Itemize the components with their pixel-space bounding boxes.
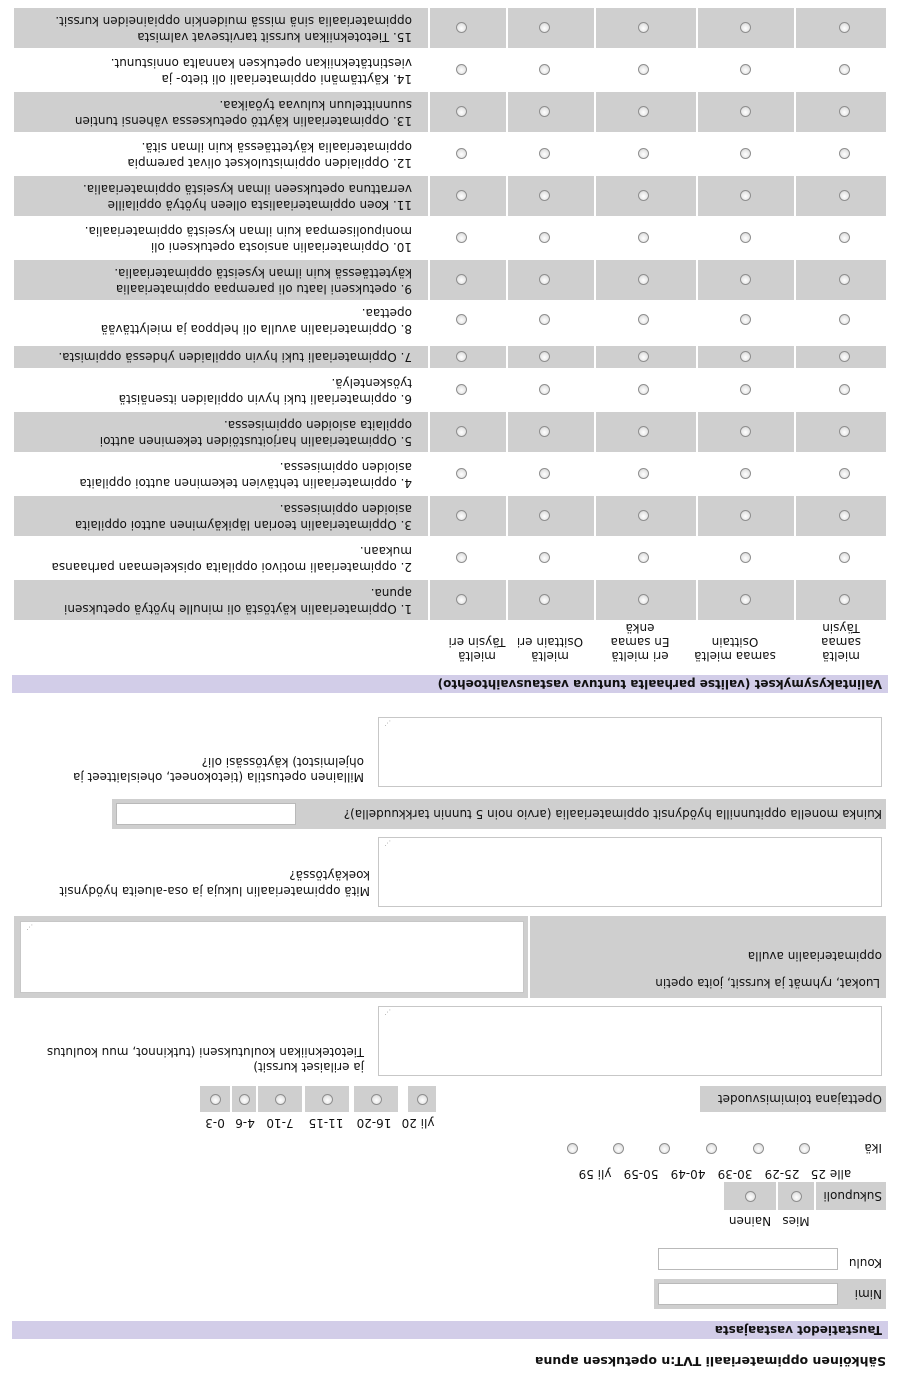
gender-label: Sukupuoli [823,1189,882,1203]
column-divider [696,412,698,452]
question-label-line: 4. oppimateriaalin tehtävien tekeminen auttoi oppilaita [79,476,412,490]
age-radio[interactable] [613,1143,624,1154]
question-label-line: 9. opetukseni laatu oli parempaa oppimateriaalia [115,282,412,296]
likert-radio[interactable] [456,148,467,159]
question-label-line: 6. oppimateriaali tuki hyvin oppilaiden itsenäistä [118,392,412,406]
likert-radio[interactable] [456,106,467,117]
likert-radio[interactable] [539,314,550,325]
years-radio[interactable] [275,1094,286,1105]
column-divider [696,176,698,216]
question-label-line: 8. Oppimateriaalin avulla oli helppoa ja mielyttävää [100,322,412,336]
column-divider [794,580,796,620]
likert-radio[interactable] [539,106,550,117]
column-divider [696,260,698,300]
question-label-line: opettaa. [361,306,412,320]
column-divider [794,496,796,536]
likert-radio[interactable] [456,64,467,75]
question-label-line: asioiden oppimisessa. [279,460,412,474]
gender-option-cell [778,1182,814,1210]
column-divider [696,346,698,368]
likert-radio[interactable] [839,106,850,117]
likert-radio[interactable] [740,594,751,605]
column-divider [506,412,508,452]
likert-radio[interactable] [839,351,850,362]
age-radio[interactable] [753,1143,764,1154]
years-label-cell [700,1086,886,1112]
column-divider [696,8,698,48]
likert-radio[interactable] [839,552,850,563]
likert-radio[interactable] [456,351,467,362]
section-header-choice: Valintakysymykset (valitse parhaalta tuntuva vastausvaihtoehto) [12,675,888,693]
scale-label-line: En samaa enkä [610,621,670,649]
name-label: Nimi [854,1287,882,1301]
likert-radio[interactable] [456,426,467,437]
years-radio[interactable] [210,1094,221,1105]
column-divider [428,412,430,452]
scale-label [796,621,886,663]
likert-radio[interactable] [539,351,550,362]
likert-radio[interactable] [539,468,550,479]
likert-radio[interactable] [839,384,850,395]
column-divider [594,496,596,536]
likert-radio[interactable] [638,510,649,521]
years-option-label: 4-6 [235,1116,255,1130]
likert-radio[interactable] [638,594,649,605]
classes-textarea[interactable] [20,921,524,993]
years-option-label: 7-10 [266,1116,294,1130]
question-label [16,501,412,533]
question-label-line: 3. Oppimateriaalin teorian läpikäyminen auttoi oppilaita [74,518,412,532]
likert-radio[interactable] [740,232,751,243]
likert-radio[interactable] [740,552,751,563]
column-divider [428,260,430,300]
name-label-cell [842,1279,886,1309]
column-divider [794,8,796,48]
scale-label-line: samaa mieltä [694,649,776,663]
question-label-line: oppimateriaalia käytettäessä kuin ilman sitä. [141,140,412,154]
likert-radio[interactable] [456,552,467,563]
school-input[interactable] [658,1248,838,1270]
column-divider [696,92,698,132]
column-divider [594,412,596,452]
equipment-textarea[interactable] [378,717,882,787]
column-divider [794,176,796,216]
scale-label-line: mieltä [458,649,496,663]
years-option-cell [232,1086,256,1112]
age-radio[interactable] [706,1143,717,1154]
age-option-label: 50-59 [623,1167,659,1181]
age-option-label: 25-29 [764,1167,800,1181]
scale-label-line: Osittain eri [516,635,584,649]
likert-radio[interactable] [740,510,751,521]
likert-radio[interactable] [740,351,751,362]
lessons-label: Kuinka monella oppitunnilla hyödynsit oppimateriaalia (arvio noin 5 tunnin tarkkuudella)? [343,807,882,821]
column-divider [594,8,596,48]
lessons-input[interactable] [116,803,296,825]
gender-option-cell [724,1182,776,1210]
likert-radio[interactable] [456,232,467,243]
likert-radio[interactable] [839,22,850,33]
likert-radio[interactable] [539,232,550,243]
likert-radio[interactable] [456,594,467,605]
likert-radio[interactable] [740,384,751,395]
classes-label-1: Luokat, ryhmät ja kurssit, joita opetin [655,976,880,990]
question-label [16,349,412,365]
likert-radio[interactable] [740,314,751,325]
column-divider [428,176,430,216]
question-label [16,375,412,407]
question-label [16,181,412,213]
likert-radio[interactable] [539,426,550,437]
years-radio[interactable] [239,1094,250,1105]
years-option-cell [258,1086,302,1112]
likert-radio[interactable] [839,426,850,437]
question-label-line: asioiden oppimisessa. [279,502,412,516]
likert-radio[interactable] [740,148,751,159]
likert-radio[interactable] [638,468,649,479]
question-label [16,585,412,617]
likert-radio[interactable] [638,274,649,285]
question-label-line: käytettäessä kuin ilman kyseistä oppimateriaalia. [114,266,412,280]
likert-radio[interactable] [638,190,649,201]
column-divider [506,92,508,132]
column-divider [428,346,430,368]
years-option-cell [305,1086,349,1112]
likert-radio[interactable] [638,106,649,117]
resize-grip-icon[interactable]: ⋰ [384,719,391,727]
scale-label [686,635,784,663]
likert-radio[interactable] [839,64,850,75]
years-option-cell [408,1086,436,1112]
years-radio[interactable] [371,1094,382,1105]
resize-grip-icon[interactable]: ⋰ [384,1008,391,1016]
column-divider [794,260,796,300]
likert-radio[interactable] [839,510,850,521]
age-option-label: 30-39 [717,1167,753,1181]
column-divider [696,580,698,620]
years-option-label: 0-3 [205,1116,225,1130]
name-field-cell [654,1279,842,1309]
column-divider [696,496,698,536]
age-radio[interactable] [659,1143,670,1154]
classes-field-cell [14,916,528,998]
likert-radio[interactable] [839,274,850,285]
years-label: Opettajana toimimisvuodet [717,1092,882,1106]
question-label-line: mukaan. [359,544,412,558]
education-textarea[interactable] [378,1006,882,1076]
chapters-label-1: Mitä oppimateriaalin lukuja ja osa-alueita hyödynsit [59,884,370,898]
likert-radio[interactable] [456,384,467,395]
question-label-line: viestintätekniikan opetuksen kannalta onnistunut. [110,56,412,70]
scale-label [596,621,684,663]
question-label-line: 14. Käyttämäni oppimateriaali oli tieto- ja [161,72,412,86]
likert-radio[interactable] [539,22,550,33]
equipment-label-2: ohjelmistot) käytössäsi oli? [201,755,364,769]
column-divider [594,176,596,216]
question-label [16,97,412,129]
likert-radio[interactable] [456,314,467,325]
age-option-label: yli 59 [578,1167,612,1181]
question-label [16,417,412,449]
likert-radio[interactable] [638,22,649,33]
age-radio[interactable] [799,1143,810,1154]
likert-radio[interactable] [539,384,550,395]
scale-label-line: mieltä [822,649,860,663]
column-divider [594,346,596,368]
gender-option-mies: Mies [782,1214,810,1228]
column-divider [594,580,596,620]
scale-label-line: samaa [821,635,862,649]
column-divider [506,496,508,536]
column-divider [428,8,430,48]
likert-radio[interactable] [456,510,467,521]
likert-radio[interactable] [638,148,649,159]
question-label-line: työskentelyä. [331,376,412,390]
section-header-background: Taustatiedot vastaajasta [12,1321,888,1339]
form-title: Sähköinen oppimateriaali TVT:n opetuksen apuna [534,1354,886,1369]
likert-radio[interactable] [456,190,467,201]
likert-radio[interactable] [539,594,550,605]
lessons-label-cell [300,799,886,829]
column-divider [506,346,508,368]
years-option-cell [354,1086,398,1112]
question-label-line: monipuolisempaa kuin ilman kyseistä oppimateriaalia. [84,224,412,238]
likert-radio[interactable] [638,384,649,395]
likert-radio[interactable] [456,22,467,33]
likert-radio[interactable] [456,274,467,285]
likert-radio[interactable] [839,468,850,479]
school-label: Koulu [848,1256,882,1270]
likert-radio[interactable] [839,594,850,605]
question-label-line: 12. Oppilaiden oppimistulokset olivat parempia [127,156,412,170]
gender-option-nainen: Nainen [728,1214,772,1228]
education-label-2: ja erilaiset kurssit) [253,1060,364,1074]
question-label-line: oppilaita asioiden oppimisessa. [223,418,412,432]
resize-grip-icon[interactable]: ⋰ [26,923,33,931]
column-divider [794,346,796,368]
column-divider [794,412,796,452]
question-label [16,459,412,491]
question-label-line: oppimateriaalia sinä missä muidenkin oppiaineiden kurssit. [55,14,412,28]
likert-radio[interactable] [539,552,550,563]
column-divider [594,260,596,300]
question-label-line: 2. oppimateriaali motivoi oppilaita opiskelemaan parhaansa [51,560,412,574]
gender-label-cell [816,1182,886,1210]
likert-radio[interactable] [638,232,649,243]
likert-radio[interactable] [638,351,649,362]
column-divider [428,580,430,620]
likert-radio[interactable] [740,106,751,117]
age-label: Ikä [864,1141,882,1155]
likert-radio[interactable] [638,552,649,563]
likert-radio[interactable] [638,426,649,437]
likert-radio[interactable] [638,314,649,325]
likert-radio[interactable] [740,274,751,285]
likert-radio[interactable] [740,190,751,201]
years-option-label: 16-20 [356,1116,392,1130]
likert-radio[interactable] [638,64,649,75]
age-option-label: 40-49 [670,1167,706,1181]
question-label-line: suunnitteluun kuluvaa työaikaa. [219,98,412,112]
column-divider [506,176,508,216]
column-divider [506,8,508,48]
likert-radio[interactable] [839,314,850,325]
likert-radio[interactable] [839,148,850,159]
years-option-label: 11-15 [308,1116,344,1130]
question-label-line: 1. Oppimateriaalin käytöstä oli minulle hyötyä opetukseni [64,602,412,616]
gender-radio-mies[interactable] [791,1191,802,1202]
likert-radio[interactable] [456,468,467,479]
likert-radio[interactable] [839,190,850,201]
age-radio[interactable] [567,1143,578,1154]
likert-radio[interactable] [539,148,550,159]
scale-label-line: mieltä [531,649,569,663]
chapters-textarea[interactable] [378,837,882,907]
classes-label-2: oppimateriaalin avulla [747,949,882,963]
column-divider [506,580,508,620]
likert-radio[interactable] [539,510,550,521]
likert-radio[interactable] [740,468,751,479]
column-divider [428,496,430,536]
years-radio[interactable] [417,1094,428,1105]
lessons-field-cell [112,799,300,829]
column-divider [428,92,430,132]
gender-radio-nainen[interactable] [745,1191,756,1202]
chapters-label-2: koekäytössä? [289,868,370,882]
scale-label-line: Täysin [822,621,860,635]
likert-radio[interactable] [839,232,850,243]
question-label [16,55,412,87]
years-option-cell [200,1086,230,1112]
likert-radio[interactable] [539,274,550,285]
question-label [16,223,412,255]
likert-radio[interactable] [740,22,751,33]
education-label-1: Tietotekniikan koulutukseni (tutkinnot, muu koulutus [46,1045,364,1059]
question-label-line: 5. Oppimateriaalin harjoitustöiden tekeminen auttoi [99,434,412,448]
likert-radio[interactable] [740,64,751,75]
scale-label [506,635,594,663]
age-option-label: alle 25 [810,1167,852,1181]
equipment-label-1: Millainen opetustila (tietokoneet, oheislaitteet ja [73,770,364,784]
question-label-line: 15. Tietotekniikan kurssit tarvitsevat valmista [137,30,412,44]
scale-label [438,635,516,663]
question-label [16,265,412,297]
question-label-line: 7. Oppimateriaali tuki hyvin oppilaiden yhdessä oppimista. [58,350,412,364]
scale-label-line: eri mieltä [611,649,669,663]
question-label-line: 11. Koen oppimateriaalista olleen hyötyä oppilaille [107,198,412,212]
likert-radio[interactable] [539,190,550,201]
likert-radio[interactable] [539,64,550,75]
years-option-label: yli 20 [401,1116,435,1130]
years-radio[interactable] [322,1094,333,1105]
question-label-line: verrattuna opetukseen ilman kyseistä oppimateriaalia. [82,182,412,196]
question-label-line: 10. Oppimateriaalin ansiosta opetukseni oli [150,240,412,254]
question-label-line: apuna. [370,586,412,600]
column-divider [594,92,596,132]
scale-label-line: Täysin eri [448,635,506,649]
question-label-line: 13. Oppimateriaalin käyttö opetuksessa vähensi tuntien [74,114,412,128]
resize-grip-icon[interactable]: ⋰ [384,839,391,847]
scale-label-line: Osittain [711,635,759,649]
likert-radio[interactable] [740,426,751,437]
column-divider [794,92,796,132]
name-input[interactable] [658,1283,838,1305]
question-label [16,543,412,575]
question-label [16,305,412,337]
question-label [16,13,412,45]
column-divider [506,260,508,300]
question-label [16,139,412,171]
